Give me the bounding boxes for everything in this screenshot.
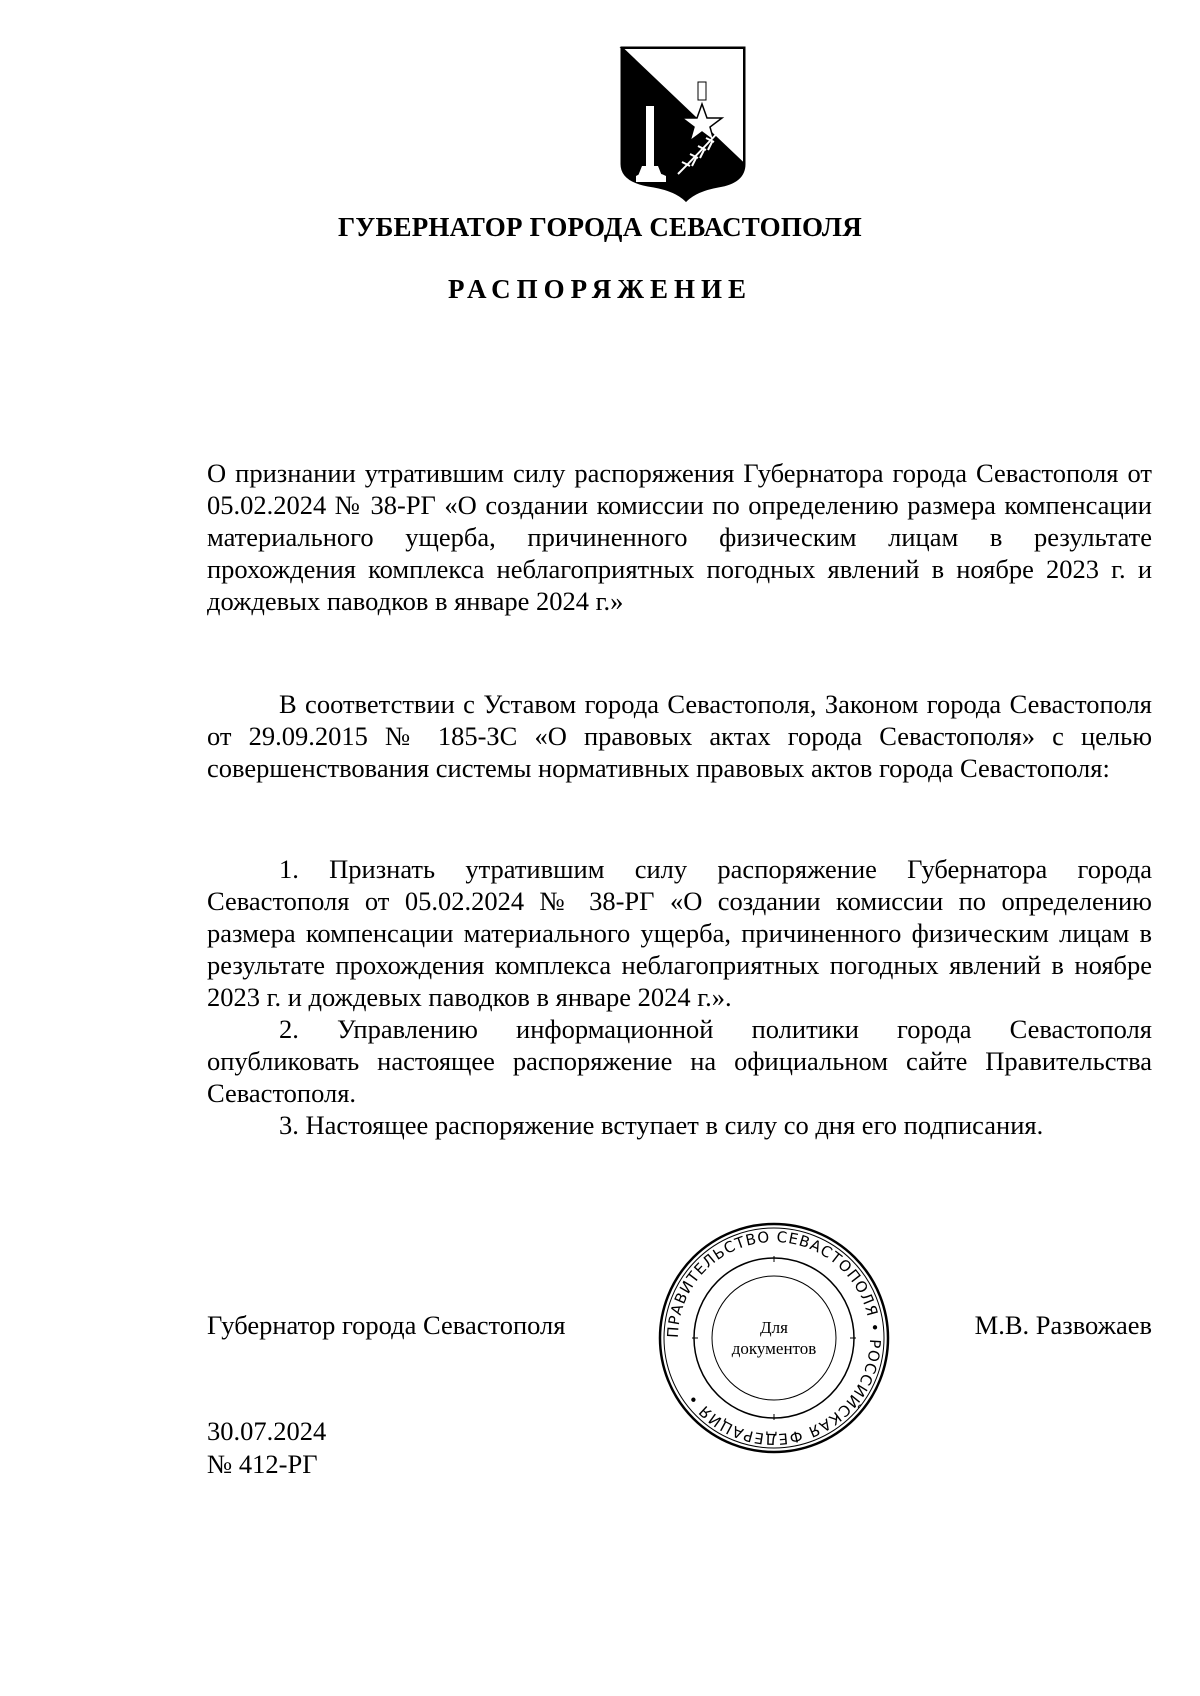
signatory-name: М.В. Развожаев xyxy=(974,1310,1152,1340)
document-subject: О признании утратившим силу распоряжения Губернатора города Севастополя от 05.02.2024 № 38-РГ «О создании комиссии по определению размера компенсации материального ущерба, причиненного физическим лицам в результате прохождения комплекса неблагоприятных погодных явлений в ноябре 2023 г. и дождевых паводков в январе 2024 г.» xyxy=(207,458,1152,616)
document-date: 30.07.2024 xyxy=(207,1416,327,1446)
seal-inner-line-2: документов xyxy=(731,1339,817,1358)
document-type-heading: РАСПОРЯЖЕНИЕ xyxy=(447,274,753,304)
issuer-heading: ГУБЕРНАТОР ГОРОДА СЕВАСТОПОЛЯ xyxy=(338,212,862,242)
signatory-title: Губернатор города Севастополя xyxy=(207,1310,566,1340)
list-item: 2. Управлению информационной политики города Севастополя опубликовать настоящее распоряжение на официальном сайте Правительства Севастополя. xyxy=(207,1014,1152,1108)
document-preamble: В соответствии с Уставом города Севастополя, Законом города Севастополя от 29.09.2015 № 185-ЗС «О правовых актах города Севастополя» с целью совершенствования системы нормативных правовых актов города Севастополя: xyxy=(207,689,1152,783)
seal-inner-line-1: Для xyxy=(760,1318,788,1337)
seal-outer-text: ПРАВИТЕЛЬСТВО СЕВАСТОПОЛЯ • РОССИЙСКАЯ ФЕДЕРАЦИЯ • xyxy=(663,1227,885,1449)
list-item: 1. Признать утратившим силу распоряжение Губернатора города Севастополя от 05.02.2024 № 38-РГ «О создании комиссии по определению размера компенсации материального ущерба, причиненного физическим лицам в результате прохождения комплекса неблагоприятных погодных явлений в ноябре 2023 г. и дождевых паводков в январе 2024 г.». xyxy=(207,854,1152,1012)
document-items xyxy=(207,853,1152,1141)
document-number: № 412-РГ xyxy=(207,1449,318,1479)
sevastopol-coat-of-arms-icon xyxy=(618,44,748,204)
list-item: 3. Настоящее распоряжение вступает в силу со дня его подписания. xyxy=(279,1110,1044,1140)
official-seal-stamp xyxy=(656,1220,892,1456)
